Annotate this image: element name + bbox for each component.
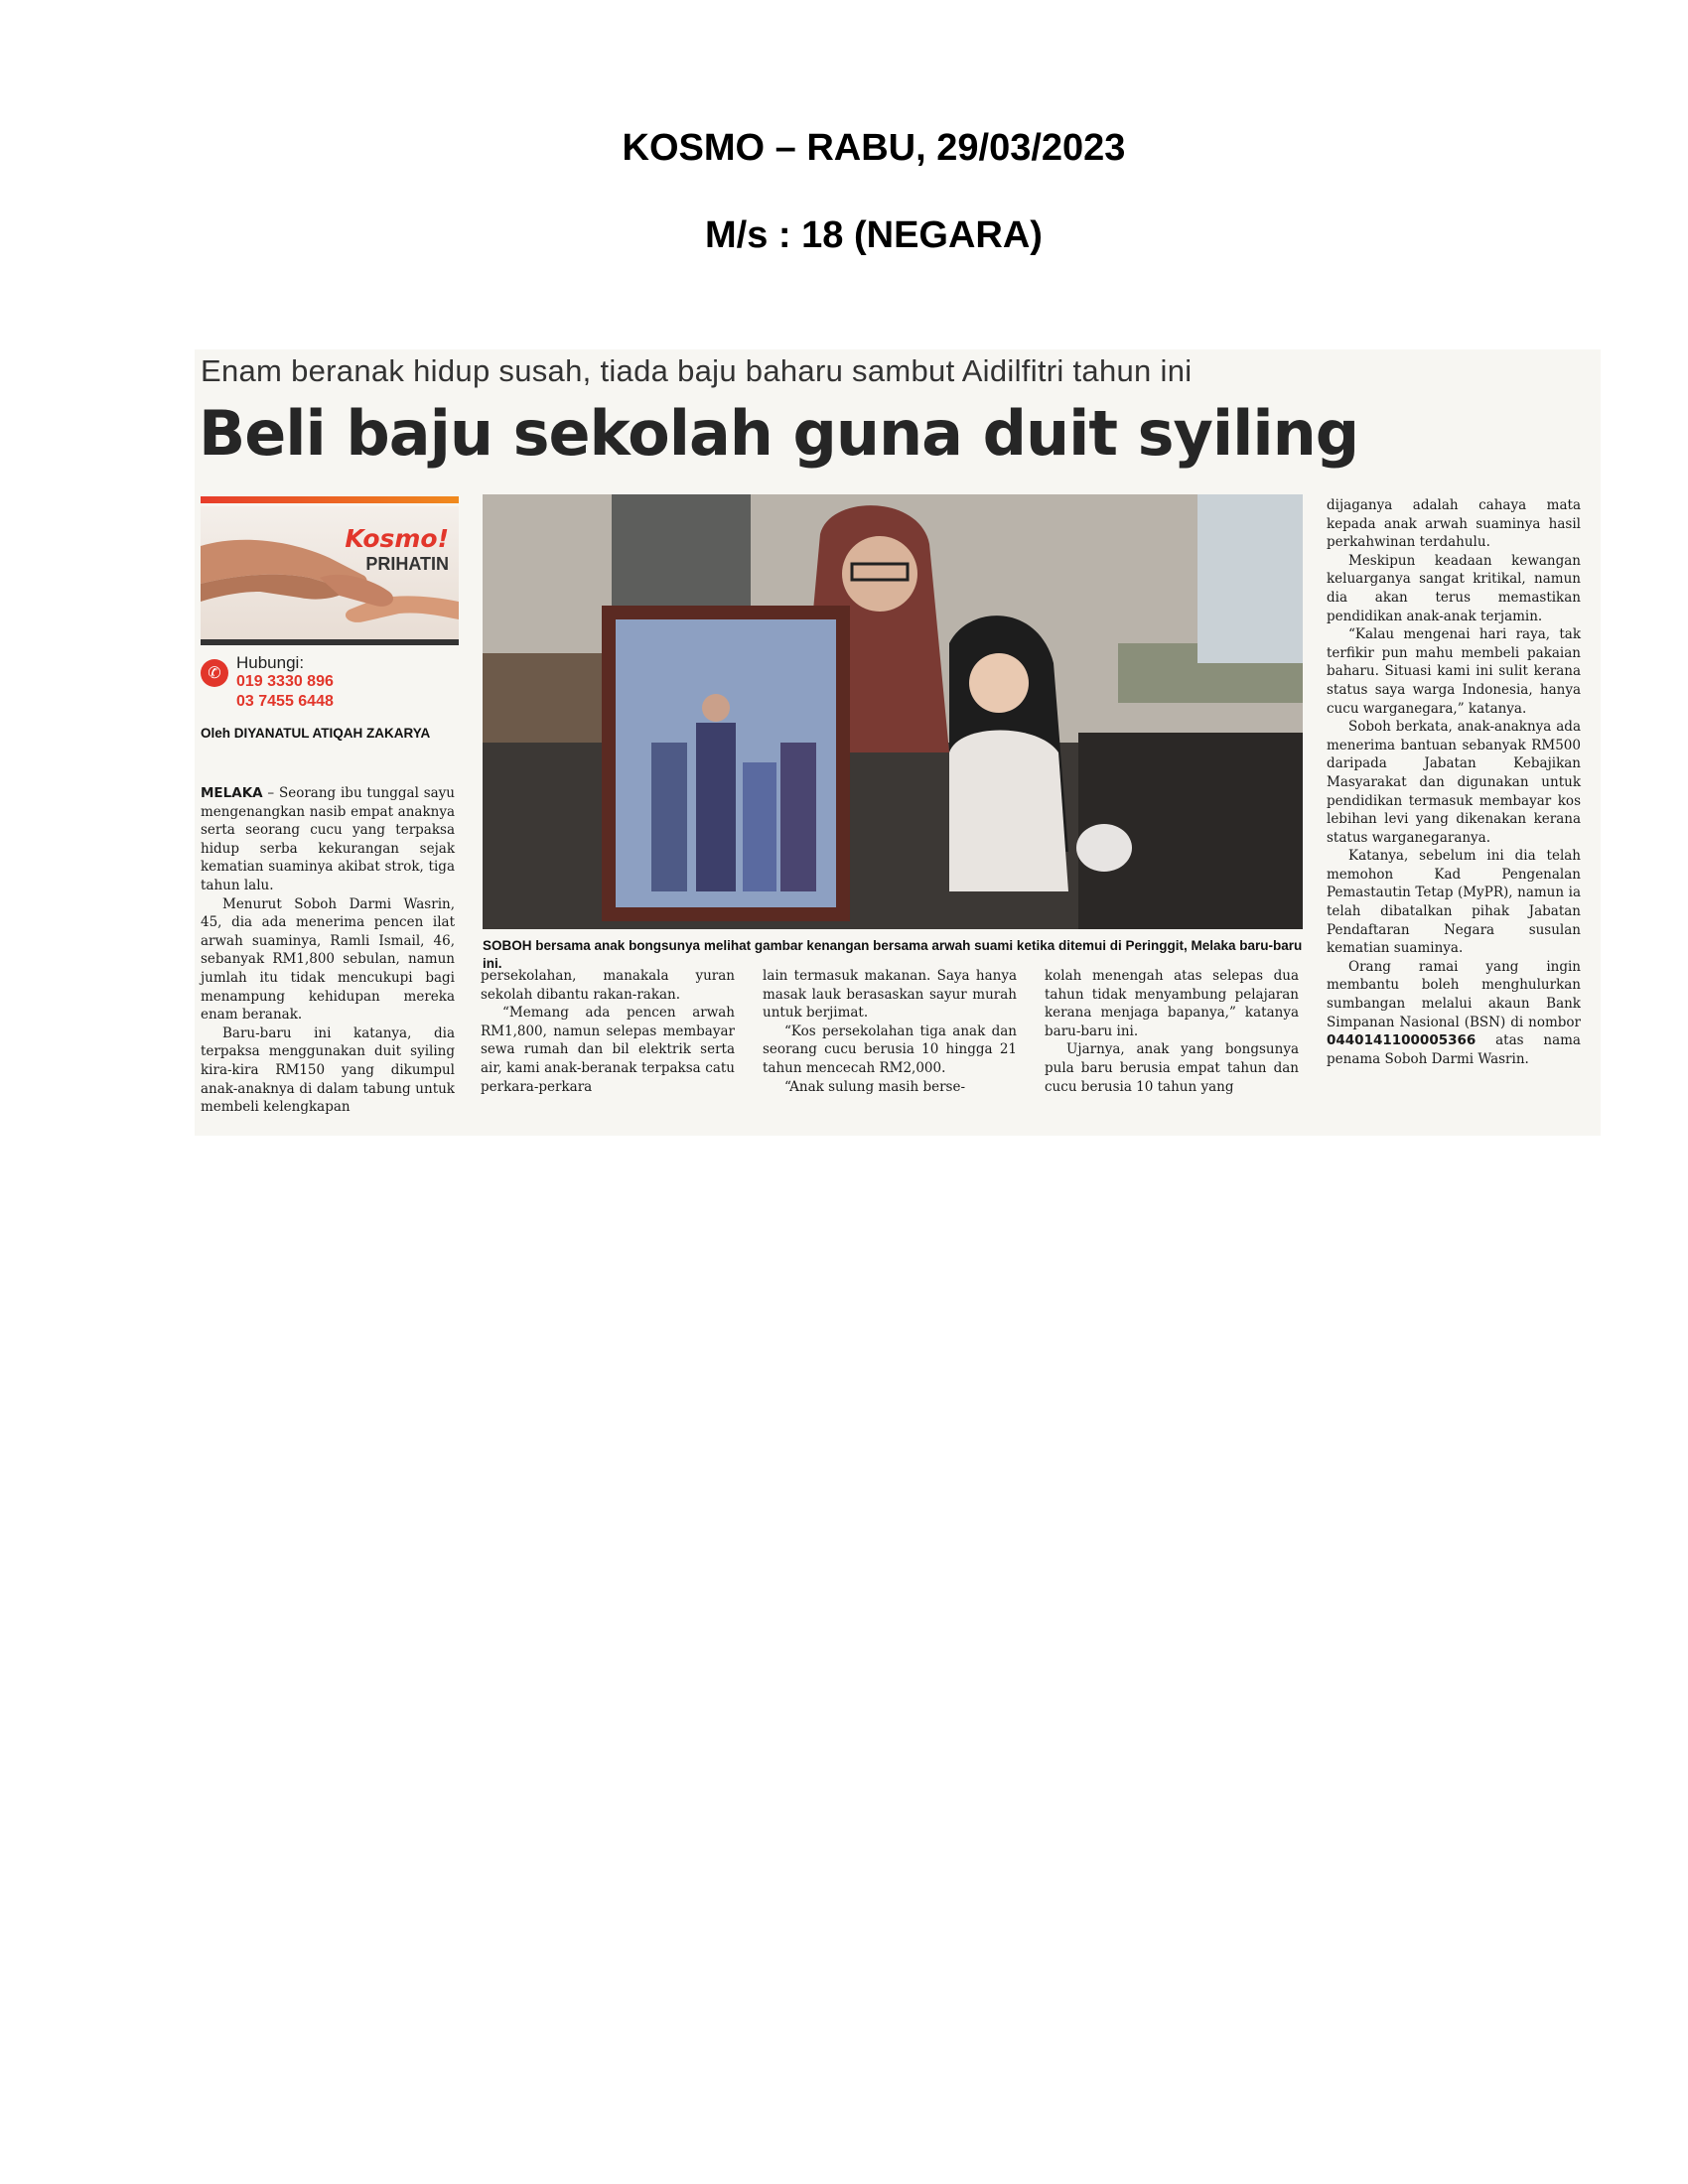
- paragraph: Soboh berkata, anak-anaknya ada menerima bantuan sebanyak RM500 daripada Jabatan Kebajikan Masyarakat dan digunakan untuk pendidikan termasuk membayar kos lebihan levi yang dikenakan kerana status warganegaranya.: [1327, 719, 1581, 846]
- paragraph: “Memang ada pencen arwah RM1,800, namun selepas membayar sewa rumah dan bil elektrik serta air, kami anak-beranak terpaksa catu perkara-perkara: [481, 1005, 735, 1095]
- prihatin-divider: [201, 639, 459, 645]
- paragraph: “Kos persekolahan tiga anak dan seorang cucu berusia 10 hingga 21 tahun mencecah RM2,000.: [763, 1023, 1017, 1076]
- paragraph: [1327, 958, 1581, 1069]
- article-kicker: Enam beranak hidup susah, tiada baju baharu sambut Aidilfitri tahun ini: [201, 353, 1193, 388]
- contact-label: Hubungi:: [236, 653, 305, 672]
- page-section-header: M/s : 18 (NEGARA): [705, 214, 1043, 256]
- article-column-3: [763, 967, 1017, 1096]
- paragraph: “Kalau mengenai hari raya, tak terfikir pun mahu membeli pakaian baharu. Situasi kami ini sulit kerana status saya warga Indonesia, hanya cucu warganegara,” katanya.: [1327, 626, 1581, 717]
- paragraph: “Anak sulung masih berse-: [784, 1078, 966, 1095]
- article-column-2: [481, 967, 735, 1096]
- article-headline: Beli baju sekolah guna duit syiling: [199, 397, 1359, 470]
- kosmo-prihatin-logo: [345, 526, 449, 575]
- byline: Oleh DIYANATUL ATIQAH ZAKARYA: [201, 726, 431, 741]
- paragraph: [201, 784, 455, 895]
- photo-caption: SOBOH bersama anak bongsunya melihat gambar kenangan bersama arwah suami ketika ditemui di Peringgit, Melaka baru-baru ini.: [483, 938, 1303, 971]
- brand-name: Kosmo!: [345, 524, 449, 553]
- phone-number-2: 03 7455 6448: [236, 693, 334, 710]
- donation-text-end: atas nama penama Soboh Darmi Wasrin.: [1327, 1032, 1581, 1067]
- article-column-5: [1327, 496, 1581, 1068]
- paragraph: Baru-baru ini katanya, dia terpaksa menggunakan duit syiling kira-kira RM150 yang dikumpul anak-anaknya di dalam tabung untuk membeli kelengkapan: [201, 1024, 455, 1116]
- lead-text: – Seorang ibu tunggal sayu mengenangkan nasib empat anaknya serta seorang cucu yang terpaksa hidup serba kekurangan sejak kematian suaminya akibat strok, tiga tahun lalu.: [201, 785, 455, 893]
- donation-text: Orang ramai yang ingin membantu boleh menghulurkan sumbangan melalui akaun Bank Simpanan Nasional (BSN) di nombor: [1327, 958, 1581, 1030]
- article-column-1: [201, 784, 455, 1117]
- publication-date-header: KOSMO – RABU, 29/03/2023: [622, 127, 1126, 169]
- paragraph: lain termasuk makanan. Saya hanya masak lauk berasaskan sayur murah untuk berjimat.: [763, 968, 1017, 1022]
- account-number: 0440141100005366: [1327, 1032, 1477, 1049]
- paragraph: Katanya, sebelum ini dia telah memohon Kad Pengenalan Pemastautin Tetap (MyPR), namun ia telah dibatalkan pihak Jabatan Pendaftaran Negara susulan kematian suaminya.: [1327, 848, 1581, 957]
- article-column-4: [1045, 967, 1299, 1096]
- handshake-photo: [201, 506, 459, 639]
- phone-number-1: 019 3330 896: [236, 673, 334, 690]
- paragraph: kolah menengah atas selepas dua tahun tidak menyambung pelajaran kerana menjaga bapanya,” katanya baru-baru ini.: [1045, 968, 1299, 1039]
- paragraph: dijaganya adalah cahaya mata kepada anak arwah suaminya hasil perkahwinan terdahulu.: [1327, 497, 1581, 551]
- paragraph: Menurut Soboh Darmi Wasrin, 45, dia ada menerima pencen ilat arwah suaminya, Ramli Ismail, 46, sebanyak RM1,800 sebulan, namun jumlah itu tidak mencukupi bagi menampung kehidupan mereka enam beranak.: [201, 895, 455, 1024]
- prihatin-box: [201, 496, 459, 709]
- newspaper-clipping: [195, 349, 1601, 1136]
- brand-label: PRIHATIN: [365, 554, 449, 574]
- prihatin-top-bar: [201, 496, 459, 503]
- paragraph: persekolahan, manakala yuran sekolah dibantu rakan-rakan.: [481, 968, 735, 1003]
- phone-icon: ✆: [201, 659, 228, 687]
- article-photo: [483, 494, 1303, 929]
- family-photo-illustration: [483, 494, 1303, 929]
- paragraph: Ujarnya, anak yang bongsunya pula baru berusia empat tahun dan cucu berusia 10 tahun yang: [1045, 1041, 1299, 1095]
- dateline: MELAKA: [201, 785, 263, 801]
- paragraph: Meskipun keadaan kewangan keluarganya sangat kritikal, namun dia akan terus memastikan pendidikan anak-anak terjamin.: [1327, 552, 1581, 624]
